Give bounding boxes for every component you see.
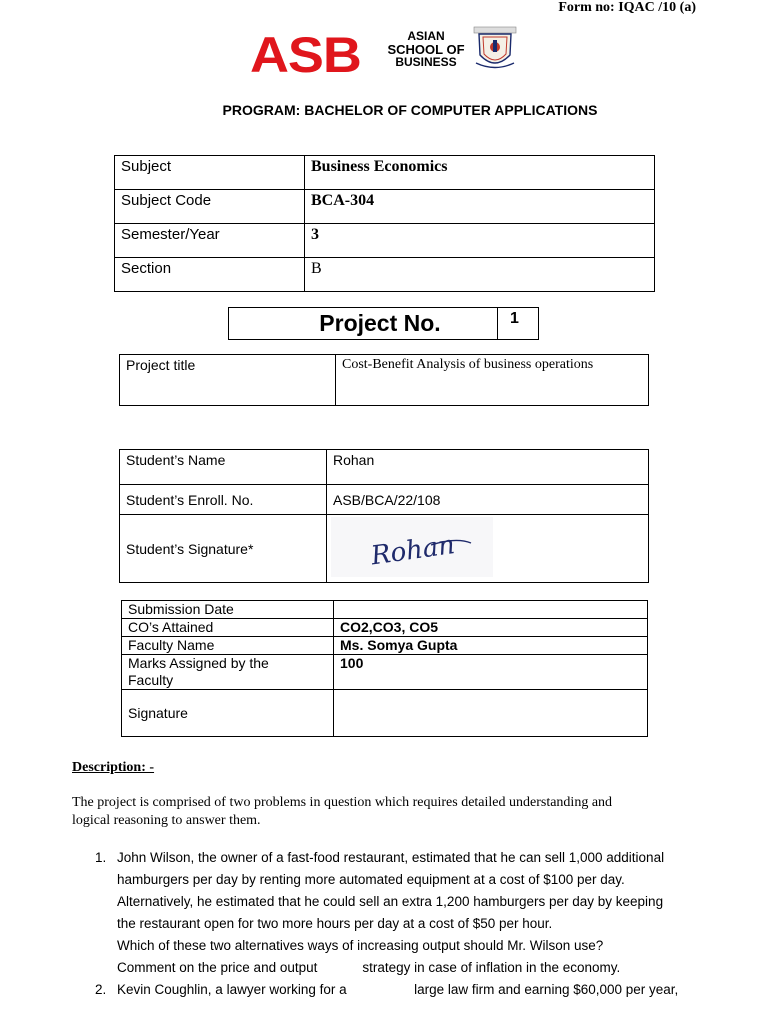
subject-table [114,155,655,292]
semester-label: Semester/Year [115,224,305,258]
signature-image [331,517,493,577]
student-enroll-value: ASB/BCA/22/108 [327,485,649,515]
table-row [115,190,655,224]
co-attained-label: CO’s Attained [122,619,334,637]
project-number-box [228,307,539,340]
form-number: Form no: IQAC /10 (a) [558,0,696,15]
table-row [115,224,655,258]
list-item-line: hamburgers per day by renting more automated equipment at a cost of $100 per day. [117,872,625,887]
subject-code-label: Subject Code [115,190,305,224]
marks-label-line: Faculty [128,672,174,688]
description-paragraph [72,794,692,830]
logo-wordmark [383,30,469,69]
project-title-label: Project title [120,355,336,406]
table-row [122,619,648,637]
table-row [115,258,655,292]
list-item [95,847,715,979]
logo-mark: ASB [250,27,361,83]
marks-label [122,655,334,690]
faculty-signature-value [334,690,648,737]
description-line: The project is comprised of two problems in question which requires detailed understanding and [72,795,613,810]
student-name-value: Rohan [327,450,649,485]
co-attained-value: CO2,CO3, CO5 [334,619,648,637]
student-signature-cell [327,515,649,583]
project-number-value: 1 [498,308,539,340]
table-row [120,485,649,515]
list-item [95,979,715,1001]
table-row [122,637,648,655]
submission-date-value [334,601,648,619]
signature-text: Rohan [369,529,457,572]
list-item-line: the restaurant open for two more hours per day at a cost of $50 per hour. [117,916,553,931]
student-name-label: Student’s Name [120,450,327,485]
list-item-line: John Wilson, the owner of a fast-food restaurant, estimated that he can sell 1,000 additional [117,850,665,865]
subject-code-value: BCA-304 [305,190,655,224]
description-heading: Description: - [72,760,155,775]
logo-line: ASIAN [407,29,445,43]
logo-line: BUSINESS [395,55,457,69]
list-item-line: Comment on the price and output strategy in case of inflation in the economy. [117,960,621,975]
list-item-number: 2. [95,982,107,997]
faculty-name-value: Ms. Somya Gupta [334,637,648,655]
crest-icon [472,25,518,73]
project-number-label: Project No. [229,308,498,340]
table-row [122,601,648,619]
student-signature-label: Student’s Signature* [120,515,327,583]
student-enroll-label: Student’s Enroll. No. [120,485,327,515]
problem-list [95,847,715,1001]
project-title-table [119,354,649,406]
table-row [122,690,648,737]
marks-label-line: Marks Assigned by the [128,655,269,671]
section-value: B [305,258,655,292]
table-row [229,308,539,340]
project-title-value: Cost-Benefit Analysis of business operations [336,355,649,406]
logo-line: SCHOOL OF [387,42,465,57]
section-label: Section [115,258,305,292]
table-row [120,355,649,406]
submission-table [121,600,648,737]
list-item-line: Alternatively, he estimated that he could sell an extra 1,200 hamburgers per day by keeping [117,894,664,909]
table-row [115,156,655,190]
subject-label: Subject [115,156,305,190]
list-item-line: Which of these two alternatives ways of increasing output should Mr. Wilson use? [117,938,604,953]
student-table [119,449,649,583]
faculty-signature-label: Signature [122,690,334,737]
subject-value: Business Economics [305,156,655,190]
table-row [120,450,649,485]
faculty-name-label: Faculty Name [122,637,334,655]
semester-value: 3 [305,224,655,258]
description-line: logical reasoning to answer them. [72,813,261,828]
table-row [122,655,648,690]
program-title: PROGRAM: BACHELOR OF COMPUTER APPLICATIONS [222,102,598,118]
submission-date-label: Submission Date [122,601,334,619]
marks-value: 100 [334,655,648,690]
list-item-number: 1. [95,850,107,865]
list-item-line: Kevin Coughlin, a lawyer working for a large law firm and earning $60,000 per year, [117,982,679,997]
table-row [120,515,649,583]
